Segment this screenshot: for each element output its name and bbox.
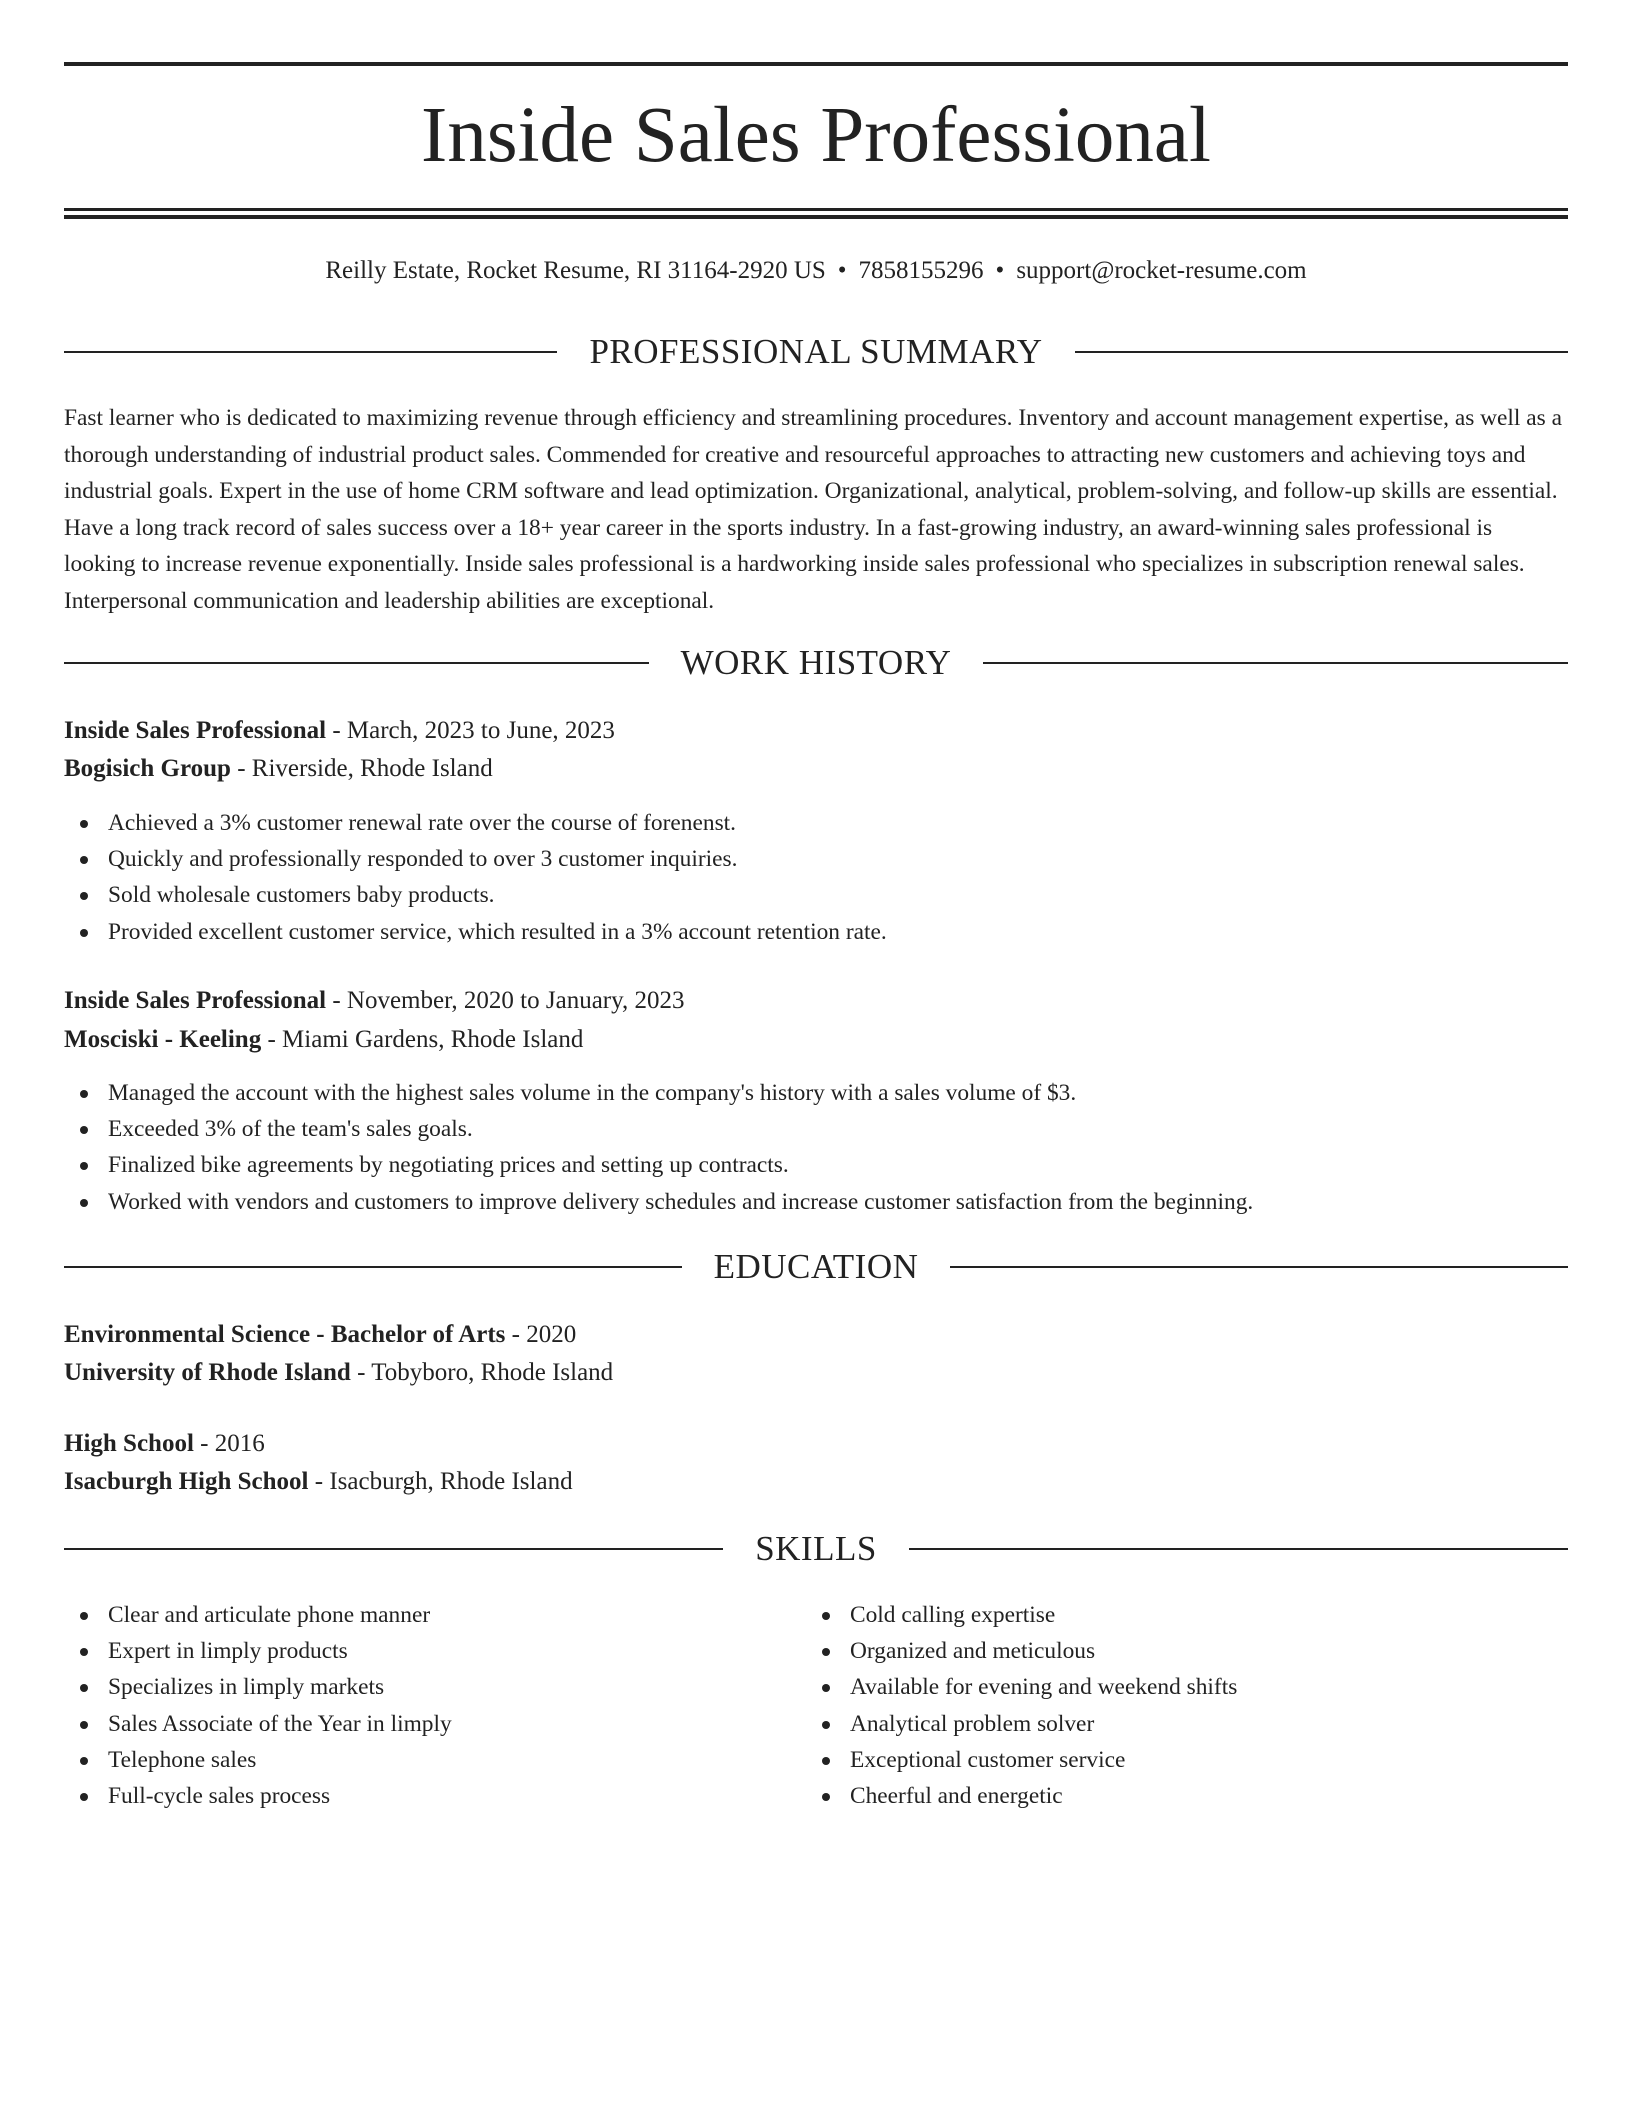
job-location: - Riverside, Rhode Island (230, 755, 493, 782)
contact-address: Reilly Estate, Rocket Resume, RI 31164-2920 US (325, 257, 826, 284)
education-degree-line (64, 1318, 1568, 1352)
education-school-line (64, 1465, 1568, 1499)
header-bottom-rule-upper (64, 208, 1568, 211)
job-company: Bogisich Group (64, 755, 231, 782)
summary-text: Fast learner who is dedicated to maximizing revenue through efficiency and streamlining procedures. Inventory and account management expertise, as well as a thorough understanding of industrial product sales. Commended for creative and resourceful approaches to attracting new customers and achieving toys and industrial goals. Expert in the use of home CRM software and lead optimization. Organizational, analytical, problem-solving, and follow-up skills are essential. Have a long track record of sales success over a 18+ year career in the sports industry. In a fast-growing industry, an award-winning sales professional is looking to increase revenue exponentially. Inside sales professional is a hardworking inside sales professional who specializes in subscription renewal sales. Interpersonal communication and leadership abilities are exceptional. (64, 405, 1562, 614)
skills-list-left (64, 1597, 764, 1814)
list-item: Finalized bike agreements by negotiating prices and setting up contracts. (64, 1147, 1253, 1183)
header-bottom-rule-lower (64, 215, 1568, 219)
job-bullets (64, 1075, 1253, 1220)
skill-item: Available for evening and weekend shifts (806, 1669, 1506, 1705)
education-degree: Environmental Science - Bachelor of Arts (64, 1321, 506, 1348)
skill-item: Organized and meticulous (806, 1633, 1506, 1669)
skill-item: Sales Associate of the Year in limply (64, 1706, 764, 1742)
job-title-line (64, 984, 1568, 1018)
section-title: PROFESSIONAL SUMMARY (589, 332, 1043, 371)
section-heading-work-history (64, 641, 1568, 685)
job-company-line (64, 1023, 1568, 1057)
section-title: EDUCATION (713, 1247, 919, 1286)
education-location: - Tobyboro, Rhode Island (350, 1359, 614, 1386)
list-item: Worked with vendors and customers to improve delivery schedules and increase customer satisfaction from the beginning. (64, 1184, 1253, 1220)
heading-rule (64, 351, 557, 353)
heading-rule (64, 1266, 682, 1268)
skill-item: Clear and articulate phone manner (64, 1597, 764, 1633)
job-title: Inside Sales Professional (64, 717, 327, 744)
list-item: Sold wholesale customers baby products. (64, 877, 887, 913)
list-item: Managed the account with the highest sales volume in the company's history with a sales volume of $3. (64, 1075, 1253, 1111)
skill-item: Exceptional customer service (806, 1742, 1506, 1778)
job-location: - Miami Gardens, Rhode Island (261, 1026, 584, 1053)
heading-rule (950, 1266, 1568, 1268)
resume-title: Inside Sales Professional (421, 92, 1211, 179)
education-degree-line (64, 1427, 1568, 1461)
job-bullets (64, 805, 887, 950)
heading-rule (909, 1548, 1568, 1550)
education-degree: High School (64, 1430, 194, 1457)
contact-separator: • (995, 257, 1005, 284)
job-dates: - March, 2023 to June, 2023 (326, 717, 615, 744)
list-item: Quickly and professionally responded to over 3 customer inquiries. (64, 841, 887, 877)
skills-list-right (806, 1597, 1506, 1814)
education-school-line (64, 1356, 1568, 1390)
skill-item: Cold calling expertise (806, 1597, 1506, 1633)
heading-rule (983, 662, 1568, 664)
section-title: WORK HISTORY (680, 643, 952, 682)
list-item: Exceeded 3% of the team's sales goals. (64, 1111, 1253, 1147)
section-heading-education (64, 1245, 1568, 1289)
education-year: - 2020 (505, 1321, 577, 1348)
list-item: Achieved a 3% customer renewal rate over the course of forenenst. (64, 805, 887, 841)
job-company: Mosciski - Keeling (64, 1026, 262, 1053)
job-title-line (64, 714, 1568, 748)
education-school: University of Rhode Island (64, 1359, 351, 1386)
section-title: SKILLS (755, 1529, 877, 1568)
education-location: - Isacburgh, Rhode Island (308, 1468, 573, 1495)
skill-item: Analytical problem solver (806, 1706, 1506, 1742)
education-school: Isacburgh High School (64, 1468, 309, 1495)
heading-rule (64, 1548, 723, 1550)
job-company-line (64, 752, 1568, 786)
job-title: Inside Sales Professional (64, 987, 327, 1014)
heading-rule (64, 662, 649, 664)
contact-separator: • (837, 257, 847, 284)
skill-item: Expert in limply products (64, 1633, 764, 1669)
skill-item: Specializes in limply markets (64, 1669, 764, 1705)
contact-line (64, 254, 1568, 288)
list-item: Provided excellent customer service, which resulted in a 3% account retention rate. (64, 914, 887, 950)
skill-item: Cheerful and energetic (806, 1778, 1506, 1814)
contact-phone: 7858155296 (858, 257, 984, 284)
section-heading-summary (64, 330, 1568, 374)
skill-item: Full-cycle sales process (64, 1778, 764, 1814)
section-heading-skills (64, 1527, 1568, 1571)
contact-email: support@rocket-resume.com (1016, 257, 1307, 284)
job-dates: - November, 2020 to January, 2023 (326, 987, 685, 1014)
education-year: - 2016 (193, 1430, 265, 1457)
heading-rule (1075, 351, 1568, 353)
skill-item: Telephone sales (64, 1742, 764, 1778)
header-top-rule (64, 62, 1568, 66)
